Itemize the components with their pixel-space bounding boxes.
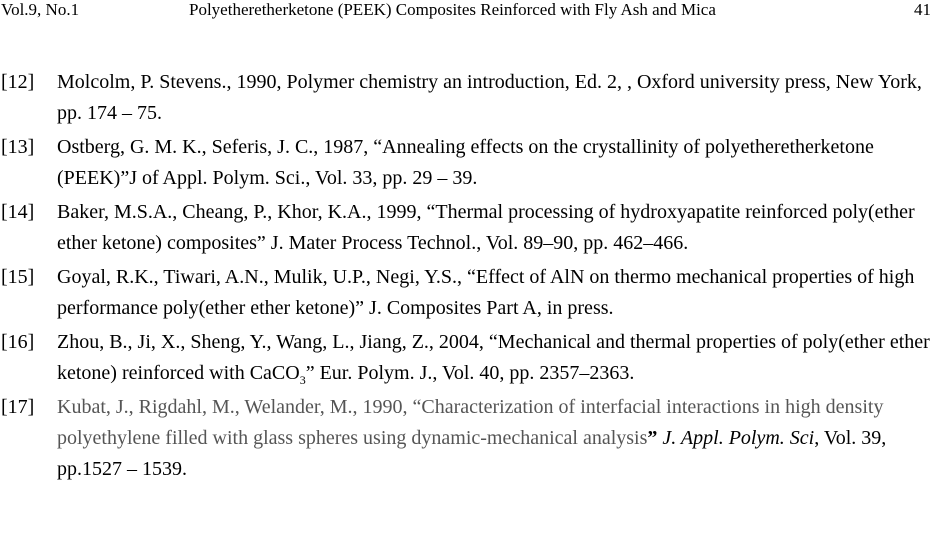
- reference-number: [16]: [1, 331, 35, 353]
- reference-tail: , Vol. 39, pp.1527 – 1539.: [57, 427, 887, 480]
- reference-number: [17]: [1, 396, 35, 418]
- reference-text: [57, 327, 934, 389]
- reference-list: [0, 67, 934, 488]
- reference-item: [0, 262, 934, 324]
- reference-number: [15]: [1, 266, 35, 288]
- reference-number: [14]: [1, 201, 35, 223]
- reference-number: [12]: [1, 71, 35, 93]
- reference-text-gray: Kubat, J., Rigdahl, M., Welander, M., 1990, “Characterization of interfacial interactions in high density polyethylene filled with glass spheres using dynamic-mechanical analysis: [57, 396, 884, 449]
- header-page-number: 41: [914, 0, 931, 19]
- reference-item: [0, 132, 934, 194]
- reference-text-before: Zhou, B., Ji, X., Sheng, Y., Wang, L., Jiang, Z., 2004, “Mechanical and thermal properties of poly(ether ether ketone) reinforced with CaCO: [57, 331, 930, 384]
- reference-text-after: ” Eur. Polym. J., Vol. 40, pp. 2357–2363.: [305, 362, 635, 384]
- header-volume: Vol.9, No.1: [1, 0, 80, 19]
- journal-name: J. Appl. Polym. Sci: [662, 427, 815, 449]
- header-running-title: Polyetheretherketone (PEEK) Composites Reinforced with Fly Ash and Mica: [189, 0, 716, 19]
- reference-text: [57, 392, 934, 485]
- subscript-3: 3: [299, 373, 306, 387]
- reference-number: [13]: [1, 136, 35, 158]
- closing-quote: ”: [647, 427, 658, 449]
- reference-text: Baker, M.S.A., Cheang, P., Khor, K.A., 1999, “Thermal processing of hydroxyapatite reinforced poly(ether ether ketone) composites” J. Mater Process Technol., Vol. 89–90, pp. 462–466.: [57, 201, 915, 254]
- reference-text: Goyal, R.K., Tiwari, A.N., Mulik, U.P., Negi, Y.S., “Effect of AlN on thermo mechanical properties of high performance poly(ether ether ketone)” J. Composites Part A, in press.: [57, 266, 915, 319]
- reference-item: [0, 327, 934, 389]
- reference-item: [0, 392, 934, 485]
- reference-text: Ostberg, G. M. K., Seferis, J. C., 1987, “Annealing effects on the crystallinity of polyetheretherketone (PEEK)”J of Appl. Polym. Sci., Vol. 33, pp. 29 – 39.: [57, 136, 874, 189]
- reference-item: [0, 197, 934, 259]
- reference-text: Molcolm, P. Stevens., 1990, Polymer chemistry an introduction, Ed. 2, , Oxford university press, New York, pp. 174 – 75.: [57, 71, 922, 124]
- page-header: [0, 0, 934, 24]
- reference-item: [0, 67, 934, 129]
